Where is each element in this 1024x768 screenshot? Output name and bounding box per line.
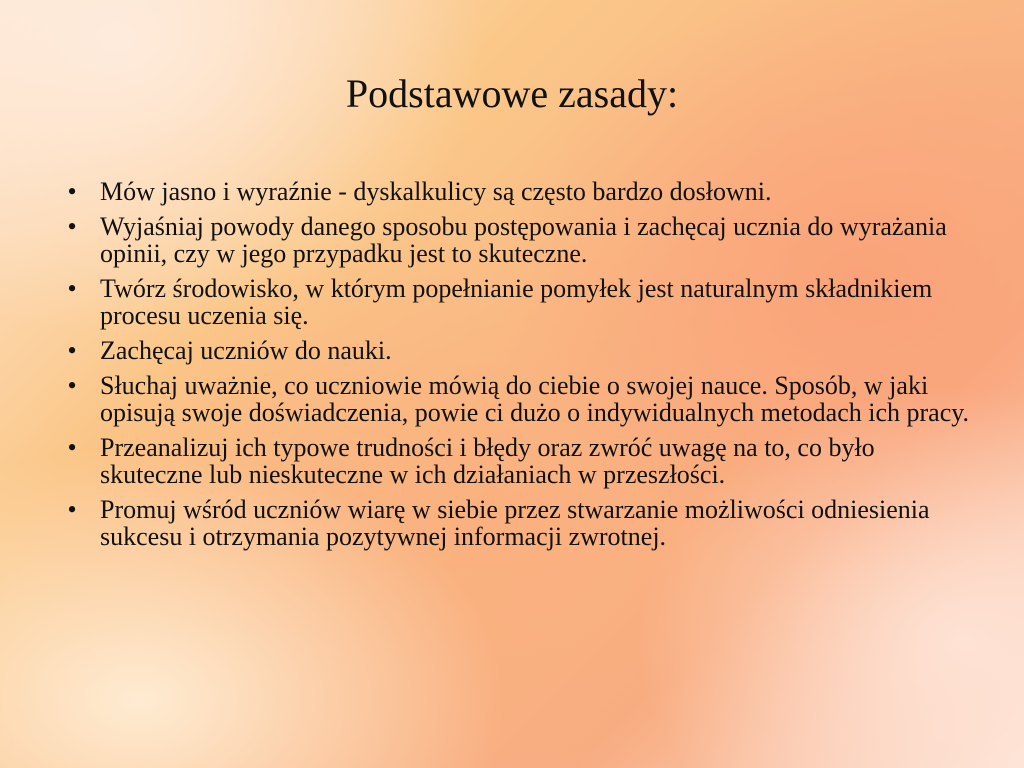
- bullet-list: [62, 178, 982, 558]
- bullet-item: [62, 496, 982, 550]
- bullet-text: Twórz środowisko, w którym popełnianie pomyłek jest naturalnym składnikiem procesu uczenia się.: [100, 274, 933, 330]
- bullet-item: [62, 434, 982, 488]
- bullet-icon: •: [67, 336, 77, 365]
- bullet-icon: •: [67, 433, 77, 462]
- bullet-item: [62, 178, 982, 205]
- slide-title: Podstawowe zasady:: [345, 71, 679, 116]
- bullet-item: [62, 372, 982, 426]
- bullet-text: Przeanalizuj ich typowe trudności i błędy oraz zwróć uwagę na to, co było skuteczne lub nieskuteczne w ich działaniach w przeszłości.: [100, 433, 875, 489]
- bullet-item: [62, 337, 982, 364]
- bullet-text: Promuj wśród uczniów wiarę w siebie przez stwarzanie możliwości odniesienia sukcesu i otrzymania pozytywnej informacji zwrotnej.: [100, 495, 930, 551]
- bullet-item: [62, 213, 982, 267]
- bullet-text: Wyjaśniaj powody danego sposobu postępowania i zachęcaj ucznia do wyrażania opinii, czy w jego przypadku jest to skuteczne.: [100, 212, 947, 268]
- bullet-icon: •: [67, 212, 77, 241]
- bullet-icon: •: [67, 177, 77, 206]
- bullet-icon: •: [67, 495, 77, 524]
- bullet-icon: •: [67, 274, 77, 303]
- bullet-text: Słuchaj uważnie, co uczniowie mówią do ciebie o swojej nauce. Sposób, w jaki opisują swoje doświadczenia, powie ci dużo o indywidualnych metodach ich pracy.: [100, 371, 970, 427]
- bullet-item: [62, 275, 982, 329]
- bullet-text: Zachęcaj uczniów do nauki.: [100, 336, 392, 365]
- bullet-text: Mów jasno i wyraźnie - dyskalkulicy są często bardzo dosłowni.: [100, 177, 772, 206]
- bullet-icon: •: [67, 371, 77, 400]
